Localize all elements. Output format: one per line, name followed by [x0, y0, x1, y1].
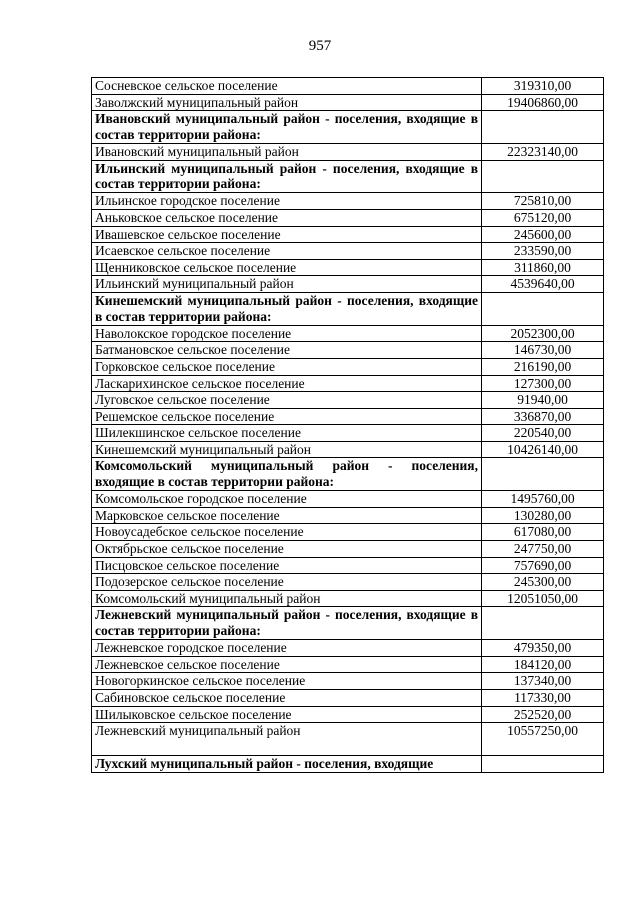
settlement-name: Ильинское городское поселение — [92, 193, 482, 210]
settlement-row — [92, 375, 604, 392]
allocation-amount — [482, 292, 604, 325]
district-header-row — [92, 607, 604, 640]
settlement-row — [92, 673, 604, 690]
settlement-row — [92, 358, 604, 375]
allocation-amount: 311860,00 — [482, 259, 604, 276]
allocation-amount: 117330,00 — [482, 690, 604, 707]
district-header-text: Ильинский муниципальный район - поселения, входящие в состав территории района: — [92, 160, 482, 193]
settlement-name: Ивановский муниципальный район — [92, 143, 482, 160]
allocation-amount: 319310,00 — [482, 78, 604, 95]
allocation-amount: 2052300,00 — [482, 325, 604, 342]
settlement-name: Аньковское сельское поселение — [92, 209, 482, 226]
settlement-row — [92, 94, 604, 111]
settlement-name: Лежневское городское поселение — [92, 640, 482, 657]
allocation-amount: 10557250,00 — [482, 723, 604, 756]
settlement-row — [92, 226, 604, 243]
page-number: 957 — [308, 38, 332, 54]
allocation-amount: 336870,00 — [482, 408, 604, 425]
allocation-amount: 4539640,00 — [482, 276, 604, 293]
settlement-name: Подозерское сельское поселение — [92, 574, 482, 591]
settlement-row — [92, 392, 604, 409]
settlement-name: Лежневский муниципальный район — [92, 723, 482, 756]
district-header-row — [92, 111, 604, 144]
settlement-name: Батмановское сельское поселение — [92, 342, 482, 359]
allocation-amount: 91940,00 — [482, 392, 604, 409]
district-header-text: Ивановский муниципальный район - поселения, входящие в состав территории района: — [92, 111, 482, 144]
settlement-name: Октябрьское сельское поселение — [92, 541, 482, 558]
district-header-text: Комсомольский муниципальный район - поселения, входящие в состав территории района: — [92, 458, 482, 491]
settlement-row — [92, 143, 604, 160]
allocation-amount: 220540,00 — [482, 425, 604, 442]
settlement-name: Шилыковское сельское поселение — [92, 706, 482, 723]
allocation-amount: 245600,00 — [482, 226, 604, 243]
allocation-amount: 137340,00 — [482, 673, 604, 690]
settlement-name: Решемское сельское поселение — [92, 408, 482, 425]
allocation-amount: 252520,00 — [482, 706, 604, 723]
settlement-name: Ильинский муниципальный район — [92, 276, 482, 293]
settlement-name: Наволокское городское поселение — [92, 325, 482, 342]
settlement-row — [92, 541, 604, 558]
settlement-row — [92, 342, 604, 359]
settlement-name: Шилекшинское сельское поселение — [92, 425, 482, 442]
settlement-row — [92, 507, 604, 524]
settlement-name: Горковское сельское поселение — [92, 358, 482, 375]
settlement-name: Заволжский муниципальный район — [92, 94, 482, 111]
settlement-name: Ивашевское сельское поселение — [92, 226, 482, 243]
settlement-row — [92, 590, 604, 607]
settlement-name: Ласкарихинское сельское поселение — [92, 375, 482, 392]
allocation-amount — [482, 756, 604, 773]
allocation-amount: 675120,00 — [482, 209, 604, 226]
settlement-name: Комсомольское городское поселение — [92, 491, 482, 508]
budget-allocation-table — [91, 77, 604, 773]
settlement-row — [92, 276, 604, 293]
allocation-amount: 245300,00 — [482, 574, 604, 591]
settlement-name: Писцовское сельское поселение — [92, 557, 482, 574]
settlement-row — [92, 640, 604, 657]
district-header-text: Кинешемский муниципальный район - поселения, входящие в состав территории района: — [92, 292, 482, 325]
allocation-amount: 1495760,00 — [482, 491, 604, 508]
table-body — [92, 78, 604, 773]
settlement-row — [92, 78, 604, 95]
settlement-row — [92, 491, 604, 508]
settlement-row — [92, 325, 604, 342]
allocation-amount: 10426140,00 — [482, 441, 604, 458]
district-header-row — [92, 292, 604, 325]
allocation-amount: 19406860,00 — [482, 94, 604, 111]
settlement-row — [92, 259, 604, 276]
settlement-row — [92, 690, 604, 707]
settlement-row — [92, 574, 604, 591]
settlement-name: Щенниковское сельское поселение — [92, 259, 482, 276]
district-header-text: Лежневский муниципальный район - поселения, входящие в состав территории района: — [92, 607, 482, 640]
settlement-name: Луговское сельское поселение — [92, 392, 482, 409]
settlement-row — [92, 408, 604, 425]
district-header-row — [92, 160, 604, 193]
settlement-row — [92, 193, 604, 210]
allocation-amount: 22323140,00 — [482, 143, 604, 160]
settlement-name: Новоусадебское сельское поселение — [92, 524, 482, 541]
settlement-name: Сабиновское сельское поселение — [92, 690, 482, 707]
settlement-row — [92, 425, 604, 442]
settlement-row — [92, 524, 604, 541]
allocation-amount — [482, 160, 604, 193]
district-header-row — [92, 458, 604, 491]
allocation-amount: 725810,00 — [482, 193, 604, 210]
settlement-row — [92, 441, 604, 458]
allocation-amount — [482, 607, 604, 640]
settlement-name: Новогоркинское сельское поселение — [92, 673, 482, 690]
allocation-amount: 146730,00 — [482, 342, 604, 359]
settlement-row — [92, 656, 604, 673]
settlement-name: Исаевское сельское поселение — [92, 243, 482, 260]
settlement-name: Комсомольский муниципальный район — [92, 590, 482, 607]
allocation-amount: 617080,00 — [482, 524, 604, 541]
settlement-name: Сосневское сельское поселение — [92, 78, 482, 95]
settlement-name: Марковское сельское поселение — [92, 507, 482, 524]
settlement-name: Кинешемский муниципальный район — [92, 441, 482, 458]
allocation-amount: 216190,00 — [482, 358, 604, 375]
allocation-amount — [482, 111, 604, 144]
allocation-amount: 247750,00 — [482, 541, 604, 558]
allocation-amount: 130280,00 — [482, 507, 604, 524]
allocation-amount — [482, 458, 604, 491]
district-header-text: Лухский муниципальный район - поселения, входящие — [92, 756, 482, 773]
settlement-row — [92, 557, 604, 574]
district-header-row — [92, 756, 604, 773]
allocation-amount: 12051050,00 — [482, 590, 604, 607]
allocation-amount: 127300,00 — [482, 375, 604, 392]
settlement-name: Лежневское сельское поселение — [92, 656, 482, 673]
allocation-amount: 479350,00 — [482, 640, 604, 657]
allocation-amount: 233590,00 — [482, 243, 604, 260]
allocation-amount: 757690,00 — [482, 557, 604, 574]
settlement-row — [92, 209, 604, 226]
settlement-row — [92, 706, 604, 723]
settlement-row — [92, 723, 604, 756]
allocation-amount: 184120,00 — [482, 656, 604, 673]
settlement-row — [92, 243, 604, 260]
